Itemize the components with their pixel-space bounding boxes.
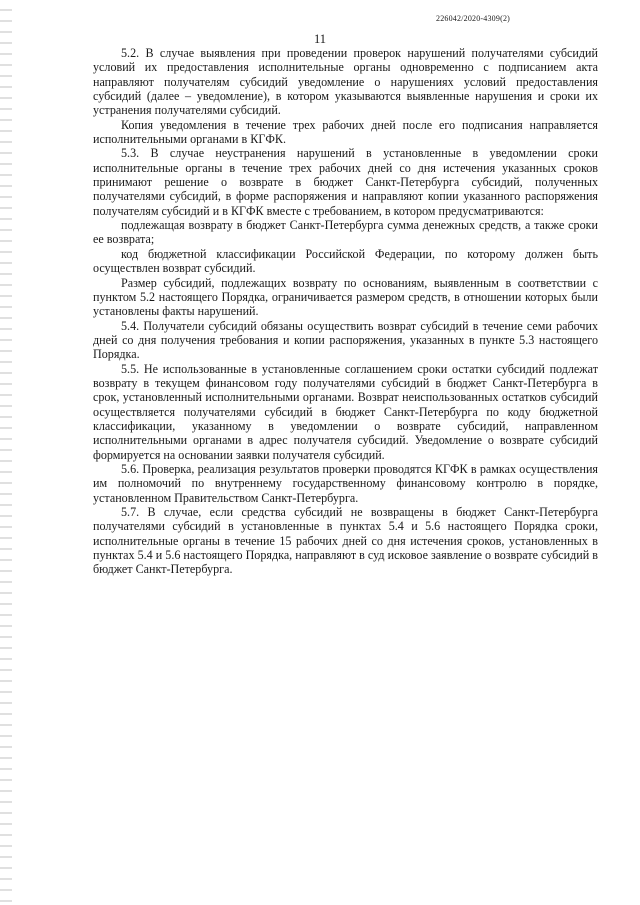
paragraph-refund-amount: подлежащая возврату в бюджет Санкт-Петербурга сумма денежных средств, а также сроки ее возврата; [93, 218, 598, 247]
paragraph-5-6: 5.6. Проверка, реализация результатов проверки проводятся КГФК в рамках осуществления им полномочий по внутреннему государственному финансовому контролю в порядке, установленном Правительством Санкт-Петербурга. [93, 461, 598, 505]
scan-edge-artifact [0, 0, 12, 905]
paragraph-5-2: 5.2. В случае выявления при проведении проверок нарушений получателями субсидий условий их предоставления исполнительные органы одновременно с подписанием акта направляют получателям субсидий уведомление о нарушениях условий предоставления субсидий (далее – уведомление), в котором указываются выявленные нарушения и сроки их устранения получателями субсидий. [93, 46, 598, 118]
paragraph-5-5: 5.5. Не использованные в установленные соглашением сроки остатки субсидий подлежат возврату в текущем финансовом году получателями субсидий в бюджет Санкт-Петербурга в срок, установленный исполнительными органами. Возврат неиспользованных остатков субсидий осуществляется получателями субсидий в бюджет Санкт-Петербурга по коду бюджетной классификации, указанному в уведомлении о возврате субсидий, направленном исполнительными органами в адрес получателя субсидий. Уведомление о возврате субсидий формируется на основании заявки получателя субсидий. [93, 361, 598, 462]
paragraph-budget-code: код бюджетной классификации Российской Федерации, по которому должен быть осуществлен возврат субсидий. [93, 246, 598, 276]
page-number: 11 [313, 32, 327, 46]
paragraph-5-4: 5.4. Получатели субсидий обязаны осуществить возврат субсидий в течение семи рабочих дней со дня получения требования и копии распоряжения, указанных в пункте 5.3 настоящего Порядка. [93, 318, 598, 362]
paragraph-refund-size: Размер субсидий, подлежащих возврату по основаниям, выявленным в соответствии с пунктом 5.2 настоящего Порядка, ограничивается размером средств, в отношении которых были установлены факты нарушений. [93, 275, 598, 319]
paragraph-5-7: 5.7. В случае, если средства субсидий не возвращены в бюджет Санкт-Петербурга получателями субсидий в установленные в пунктах 5.4 и 5.6 настоящего Порядка сроки, исполнительные органы в течение 15 рабочих дней со дня истечения сроков, установленных в пунктах 5.4 и 5.6 настоящего Порядка, направляют в суд исковое заявление о возврате субсидий в бюджет Санкт-Петербурга. [93, 505, 598, 577]
paragraph-notice-copy: Копия уведомления в течение трех рабочих дней после его подписания направляется исполнительными органами в КГФК. [93, 117, 598, 147]
paragraph-5-3: 5.3. В случае неустранения нарушений в установленные в уведомлении сроки исполнительные органы в течение трех рабочих дней со дня истечения указанных сроков принимают решение о возврате в бюджет Санкт-Петербурга субсидий, полученных получателями субсидий, в форме распоряжения и направляют копии указанного распоряжения получателям субсидий и в КГФК вместе с требованием, в котором предусматриваются: [93, 146, 598, 218]
document-body [93, 46, 598, 577]
document-registration-number: 226042/2020-4309(2) [436, 14, 511, 23]
